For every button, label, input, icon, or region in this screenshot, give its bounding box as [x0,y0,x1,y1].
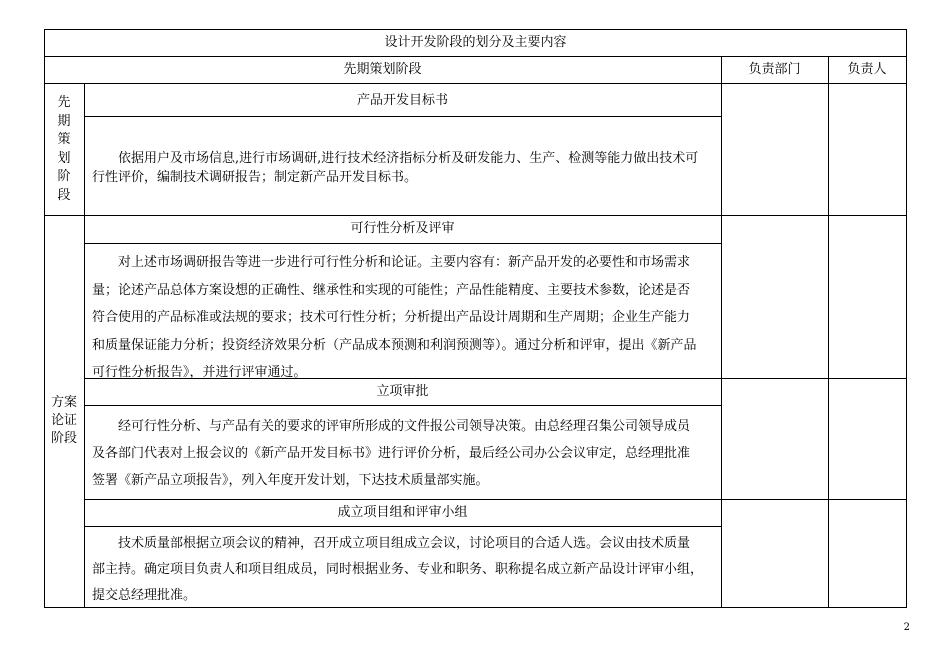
table-rule [84,116,721,117]
stage-char: 策 [57,132,71,147]
table-rule [84,526,721,527]
header-dept: 负责部门 [748,62,801,77]
item-body [92,249,714,387]
table-rule [84,499,907,500]
item-body [92,531,714,609]
stage-line: 方案 [50,395,77,410]
table-rule [84,405,721,406]
table-title: 设计开发阶段的划分及主要内容 [384,35,567,50]
body-line: 对上述市场调研报告等进一步进行可行性分析和论证。主要内容有：新产品开发的必要性和市场需求 [118,255,691,270]
table-border-top [44,29,907,30]
stage-label-feasibility [44,394,84,448]
body-line: 经可行性分析、与产品有关的要求的评审所形成的文件报公司领导决策。由总经理召集公司领导成员 [118,419,691,434]
page-number: 2 [903,622,910,633]
stage-line: 论证 [50,413,77,428]
table-border-right [906,29,907,608]
table-rule [44,83,907,84]
body-line: 技术质量部根据立项会议的精神，召开成立项目组成立会议，讨论项目的合适人选。会议由技术质量 [118,536,691,551]
table-rule [44,215,907,216]
table-rule [84,243,721,244]
stage-char: 段 [57,187,71,203]
item-body [92,149,714,187]
stage-char: 阶 [57,169,71,184]
body-line: 可行性分析报告》，并进行评审通过。 [92,365,307,380]
item-title: 产品开发目标书 [356,93,448,108]
body-line: 签署《新产品立项报告》，列入年度开发计划，下达技术质量部实施。 [92,473,489,488]
stage-char: 先 [57,95,71,110]
stage-label-planning [44,94,84,205]
stage-line: 阶段 [50,431,77,446]
table-rule [828,56,829,608]
table-rule [721,56,722,608]
body-line: 及各部门代表对上报会议的《新产品开发目标书》进行评价分析，最后经公司办公会议审定，总经理批准 [92,446,691,461]
item-title: 立项审批 [376,384,429,399]
stage-char: 期 [57,113,71,129]
item-body [92,413,714,494]
body-line: 提交总经理批准。 [92,588,197,603]
body-line: 和质量保证能力分析；投资经济效果分析（产品成本预测和利润预测等）。通过分析和评审，提出《新产品 [92,337,697,353]
body-line: 量；论述产品总体方案设想的正确性、继承性和实现的可能性；产品性能精度、主要技术参数，论述是否 [92,282,691,298]
header-phase: 先期策划阶段 [343,62,422,77]
item-title: 成立项目组和评审小组 [337,505,468,520]
item-title: 可行性分析及评审 [350,221,455,236]
body-line: 依据用户及市场信息,进行市场调研,进行技术经济指标分析及研发能力、生产、检测等能力做出技术可 [118,151,699,166]
header-person: 负责人 [847,62,887,77]
stage-char: 划 [57,150,71,166]
body-line: 部主持。确定项目负责人和项目组成员，同时根据业务、专业和职务、职称提名成立新产品设计评审小组， [92,562,704,577]
table-rule [44,56,907,57]
table-rule [84,83,85,608]
body-line: 符合使用的产品标准或法规的要求；技术可行性分析；分析提出产品设计周期和生产周期；企业生产能力 [92,310,691,325]
body-line: 行性评价，编制技术调研报告；制定新产品开发目标书。 [92,170,418,185]
